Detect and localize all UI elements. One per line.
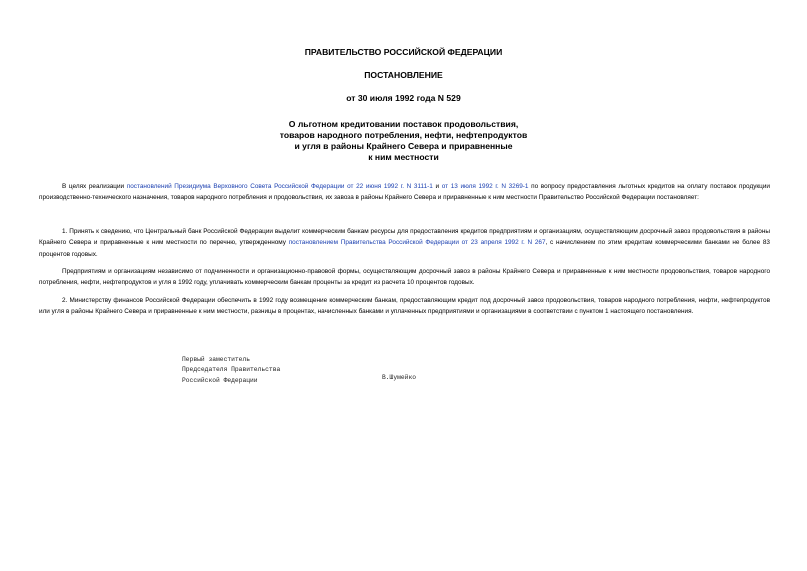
- paragraph-item-1: [39, 226, 770, 260]
- paragraph-text: В целях реализации: [62, 183, 127, 190]
- title-line: и угля в районы Крайнего Севера и приравненные: [294, 141, 513, 151]
- signatory-position-line: Российской Федерации: [182, 376, 258, 384]
- signatory-position: [182, 355, 280, 386]
- document-type: ПОСТАНОВЛЕНИЕ: [364, 70, 443, 80]
- paragraph-text: , с начислением по этим кредитам коммерческими банками не более 83 процентов годовых.: [39, 239, 770, 258]
- link-decree-3269-1[interactable]: от 13 июля 1992 г. N 3269-1: [441, 183, 529, 190]
- signatory-position-line: Председателя Правительства: [182, 366, 281, 374]
- link-decree-3111-1[interactable]: постановлений Президиума Верховного Совета Российской Федерации от 22 июня 1992 г. N 3111-1: [126, 183, 433, 190]
- paragraph-interest: [39, 266, 770, 289]
- paragraph-text: и: [432, 183, 442, 190]
- signatory-name: [382, 373, 416, 383]
- document-title: [0, 119, 807, 163]
- title-line: к ним местности: [368, 152, 439, 162]
- document-date-number: от 30 июля 1992 года N 529: [346, 93, 461, 103]
- link-resolution-267[interactable]: постановлением Правительства Российской Федерации от 23 апреля 1992 г. N 267: [288, 239, 546, 247]
- government-heading: ПРАВИТЕЛЬСТВО РОССИЙСКОЙ ФЕДЕРАЦИИ: [304, 47, 503, 57]
- signatory-position-line: Первый заместитель: [182, 356, 251, 363]
- paragraph-text: 2. Министерству финансов Российской Федерации обеспечить в 1992 году возмещение коммерческим банкам, предоставляющим кредит под досрочный завоз продовольствия, товаров народного потребления, нефти, нефтепродуктов или угля в районы Крайнего Севера и приравненные к ним местности, разницы в процентах, начисленных банками и уплаченных предприятиями и организациями в соответствии с пунктом 1 настоящего постановления.: [39, 297, 770, 316]
- paragraph-text: 1. Принять к сведению, что Центральный банк Российской Федерации выделит коммерческим банкам ресурсы для предоставления кредитов предприятиям и организациям, осуществляющим досрочный завоз продовольствия в районы Крайнего Севера и приравненные к ним местности по перечню, утвержденному: [39, 228, 770, 247]
- paragraph-text: по вопросу предоставления льготных кредитов на оплату поставок продукции производственно-технического назначения, товаров народного потребления и продовольствия, их завоза в районы Крайнего Севера и приравненные к ним местности Правительство Российской Федерации постановляет:: [39, 183, 770, 202]
- paragraph-preamble: [39, 181, 770, 204]
- title-line: О льготном кредитовании поставок продовольствия,: [288, 119, 519, 129]
- title-line: товаров народного потребления, нефти, нефтепродуктов: [279, 130, 528, 140]
- paragraph-item-2: [39, 295, 770, 318]
- paragraph-text: Предприятиям и организациям независимо от подчиненности и организационно-правовой формы, осуществляющим досрочный завоз в районы Крайнего Севера и приравненные к ним местности продовольствия, товаров народного потребления, нефти, нефтепродуктов и угля в 1992 году, уплачивать коммерческим банкам проценты за кредит из расчета 10 процентов годовых.: [39, 268, 770, 287]
- signatory-name-text: В.Шумейко: [382, 374, 417, 381]
